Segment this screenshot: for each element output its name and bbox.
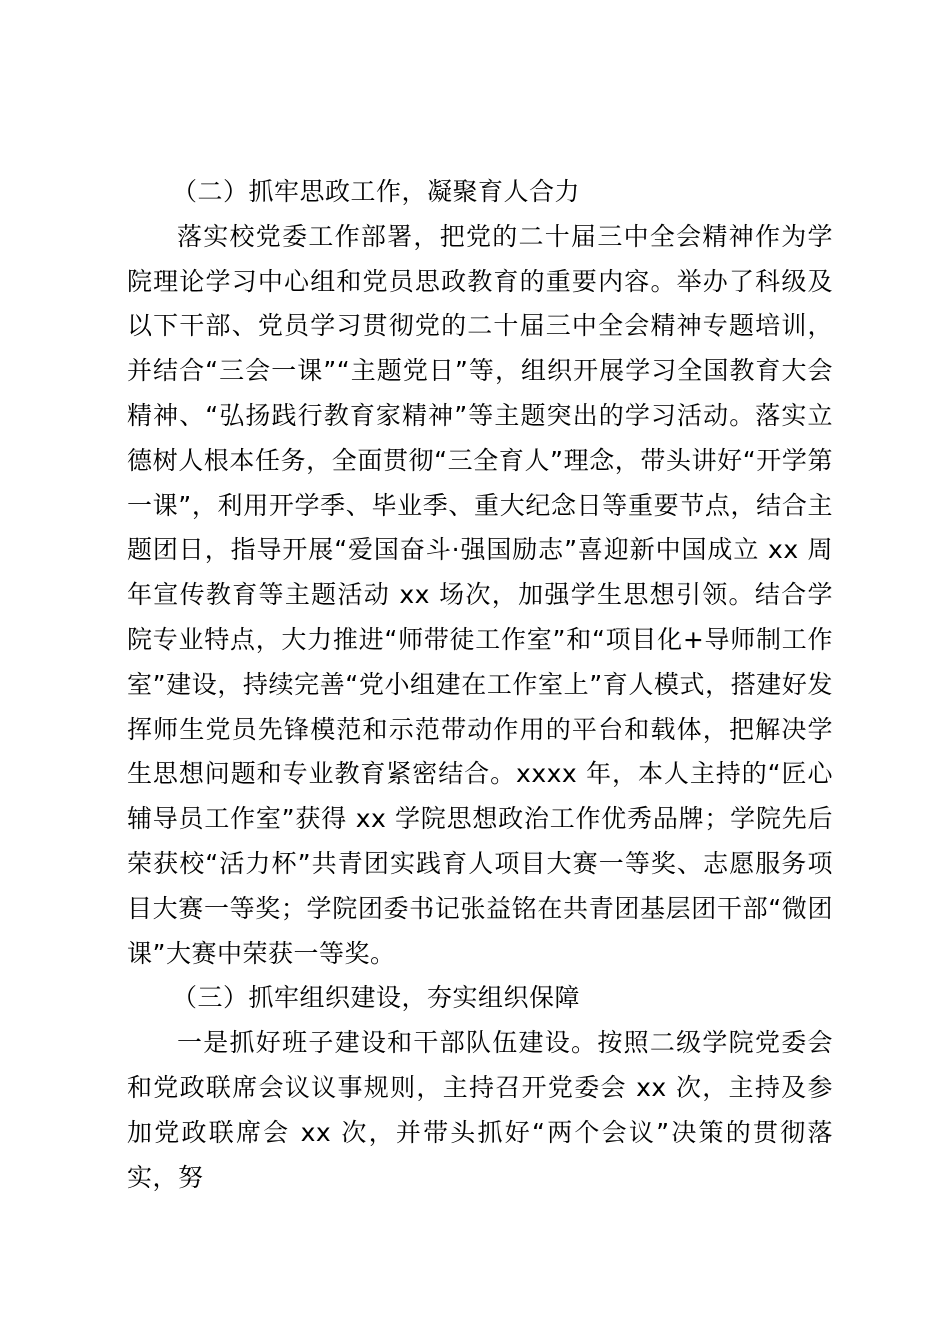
section-heading-2: （二）抓牢思政工作，凝聚育人合力 xyxy=(172,177,581,206)
section-heading-3: （三）抓牢组织建设，夯实组织保障 xyxy=(172,983,581,1013)
document-page xyxy=(127,170,833,1200)
section-paragraph-3: 一是抓好班子建设和干部队伍建设。按照二级学院党委会和党政联席会议议事规则，主持召开党委会 xx 次，主持及参加党政联席会 xx 次，并带头抓好“两个会议”决策的贯彻落实，努 xyxy=(127,1028,833,1192)
section-paragraph-2: 落实校党委工作部署，把党的二十届三中全会精神作为学院理论学习中心组和党员思政教育的重要内容。举办了科级及以下干部、党员学习贯彻党的二十届三中全会精神专题培训，并结合“三会一课”“主题党日”等，组织开展学习全国教育大会精神、“弘扬践行教育家精神”等主题突出的学习活动。落实立德树人根本任务，全面贯彻“三全育人”理念，带头讲好“开学第一课”，利用开学季、毕业季、重大纪念日等重要节点，结合主题团日，指导开展“爱国奋斗·强国励志”喜迎新中国成立 xx 周年宣传教育等主题活动 xx 场次，加强学生思想引领。结合学院专业特点，大力推进“师带徒工作室”和“项目化+导师制工作室”建设，持续完善“党小组建在工作室上”育人模式，搭建好发挥师生党员先锋模范和示范带动作用的平台和载体，把解决学生思想问题和专业教育紧密结合。xxxx 年，本人主持的“匠心辅导员工作室”获得 xx 学院思想政治工作优秀品牌；学院先后荣获校“活力杯”共青团实践育人项目大赛一等奖、志愿服务项目大赛一等奖；学院团委书记张益铭在共青团基层团干部“微团课”大赛中荣获一等奖。 xyxy=(127,221,833,968)
